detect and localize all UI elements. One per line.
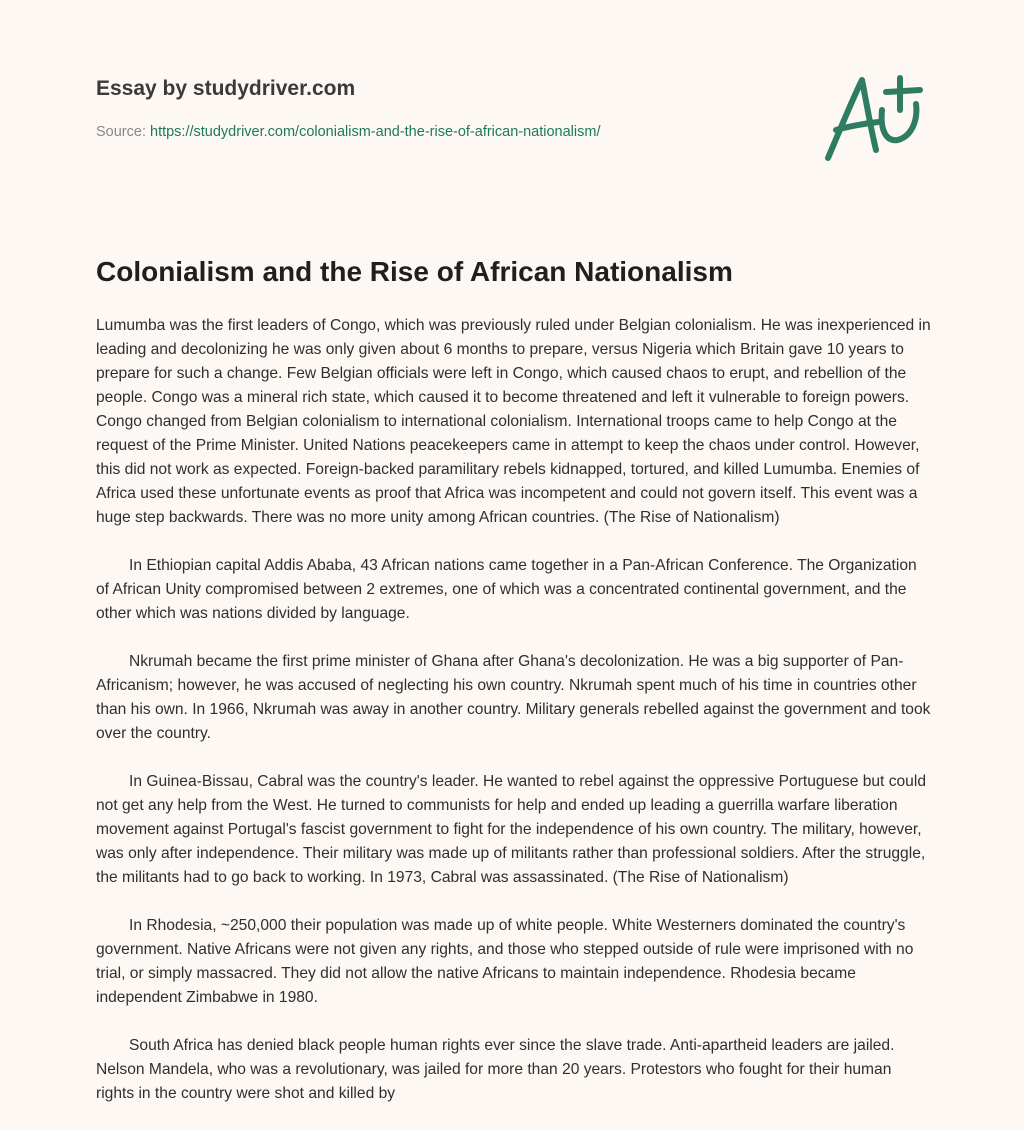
- paragraph: Nkrumah became the first prime minister of Ghana after Ghana's decolonization. He was a big supporter of Pan-Africanism; however, he was accused of neglecting his own country. Nkrumah spent much of his time in countries other than his own. In 1966, Nkrumah was away in another country. Military generals rebelled against the government and took over the country.: [96, 653, 931, 742]
- source-link[interactable]: https://studydriver.com/colonialism-and-the-rise-of-african-nationalism/: [150, 124, 601, 140]
- essay-title: Colonialism and the Rise of African Nationalism: [96, 256, 733, 287]
- paragraph: South Africa has denied black people human rights ever since the slave trade. Anti-apartheid leaders are jailed. Nelson Mandela, who was a revolutionary, was jailed for more than 20 years. Protestors who fought for their human rights in the country were shot and killed by: [96, 1037, 895, 1102]
- paragraph: Lumumba was the first leaders of Congo, which was previously ruled under Belgian colonialism. He was inexperienced in leading and decolonizing he was only given about 6 months to prepare, versus Nigeria which Britain gave 10 years to prepare for such a change. Few Belgian officials were left in Congo, which caused chaos to erupt, and rebellion of the people. Congo was a mineral rich state, which caused it to become threatened and left it vulnerable to foreign powers. Congo changed from Belgian colonialism to international colonialism. International troops came to help Congo at the request of the Prime Minister. United Nations peacekeepers came in attempt to keep the chaos under control. However, this did not work as expected. Foreign-backed paramilitary rebels kidnapped, tortured, and killed Lumumba. Enemies of Africa used these unfortunate events as proof that Africa was incompetent and could not govern itself. This event was a huge step backwards. There was no more unity among African countries. (The Rise of Nationalism): [96, 317, 931, 526]
- a-plus-logo-icon: [820, 70, 930, 165]
- source-label: Source:: [96, 124, 150, 140]
- essay-body: [96, 314, 932, 1130]
- paragraph: In Ethiopian capital Addis Ababa, 43 African nations came together in a Pan-African Conference. The Organization of African Unity compromised between 2 extremes, one of which was a concentrated continental government, and the other which was nations divided by language.: [96, 557, 917, 622]
- paragraph: In Rhodesia, ~250,000 their population was made up of white people. White Westerners dominated the country's government. Native Africans were not given any rights, and those who stepped outside of rule were imprisoned with no trial, or simply massacred. They did not allow the native Africans to maintain independence. Rhodesia became independent Zimbabwe in 1980.: [96, 917, 914, 1006]
- site-brand: Essay by studydriver.com: [96, 77, 356, 100]
- source-line: [96, 124, 600, 140]
- paragraph: In Guinea-Bissau, Cabral was the country's leader. He wanted to rebel against the oppressive Portuguese but could not get any help from the West. He turned to communists for help and ended up leading a guerrilla warfare liberation movement against Portugal's fascist government to fight for the independence of his own country. The military, however, was only after independence. Their military was made up of militants rather than professional soldiers. After the struggle, the militants had to go back to working. In 1973, Cabral was assassinated. (The Rise of Nationalism): [96, 773, 926, 886]
